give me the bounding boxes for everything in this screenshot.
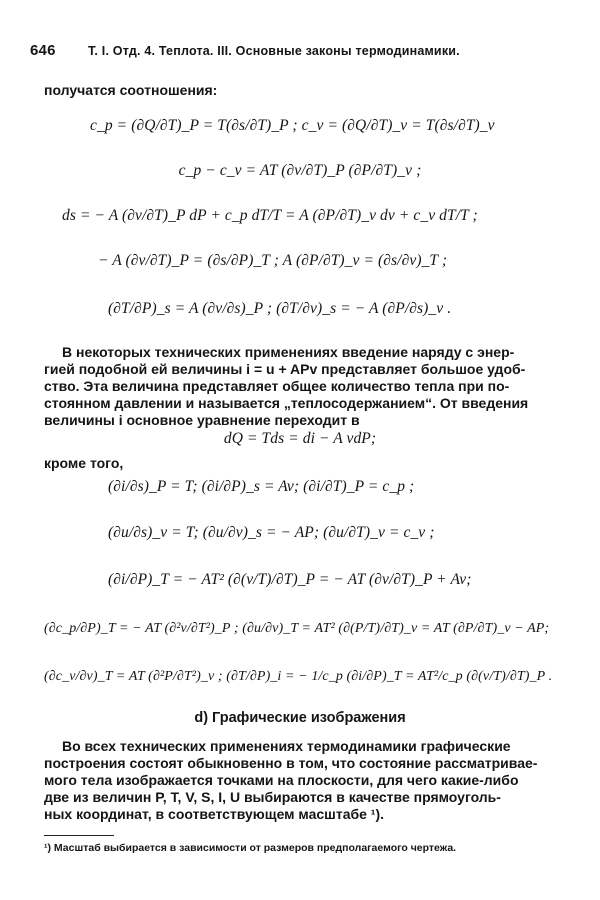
equation-6: (∂i/∂s)_P = T; (∂i/∂P)_s = Av; (∂i/∂T)_P = c_p ; xyxy=(108,478,415,495)
intro-line: получатся соотношения: xyxy=(44,82,218,98)
paragraph-1-line-2: гией подобной ей величины i = u + APv представляет большое удоб- xyxy=(44,361,526,377)
equation-7: (∂u/∂s)_v = T; (∂u/∂v)_s = − AP; (∂u/∂T)_v = c_v ; xyxy=(108,524,435,541)
paragraph-2-line-1: Во всех технических применениях термодинамики графические xyxy=(62,738,511,754)
equation-9: (∂c_p/∂P)_T = − AT (∂²v/∂T²)_P ; (∂u/∂v)_T = AT² (∂(P/T)/∂T)_v = AT (∂P/∂T)_v − AP; xyxy=(44,621,550,636)
equation-10: (∂c_v/∂v)_T = AT (∂²P/∂T²)_v ; (∂T/∂P)_i = − 1/c_p (∂i/∂P)_T = AT²/c_p (∂(v/T)/∂T)_P . xyxy=(44,669,553,684)
equation-3: ds = − A (∂v/∂T)_P dP + c_p dT/T = A (∂P/∂T)_v dv + c_v dT/T ; xyxy=(62,207,478,224)
footnote: ¹) Масштаб выбирается в зависимости от размеров предполагаемого чертежа. xyxy=(44,842,457,854)
equation-8: (∂i/∂P)_T = − AT² (∂(v/T)/∂T)_P = − AT (∂v/∂T)_P + Av; xyxy=(108,571,472,588)
paragraph-1-line-1: В некоторых технических применениях введение наряду с энер- xyxy=(62,344,515,360)
paragraph-2-line-4: две из величин P, T, V, S, I, U выбираются в качестве прямоуголь- xyxy=(44,789,501,805)
main-equation: dQ = Tds = di − A vdP; xyxy=(223,430,377,447)
footnote-rule xyxy=(44,835,114,836)
also-line: кроме того, xyxy=(44,455,124,471)
paragraph-2-line-2: построения состоят обыкновенно в том, что состояние рассматривае- xyxy=(44,755,538,771)
paragraph-2-line-5: ных координат, в соответствующем масштабе ¹). xyxy=(44,806,385,822)
page-number: 646 xyxy=(30,42,56,59)
paragraph-2-line-3: мого тела изображается точками на плоскости, для чего какие-либо xyxy=(44,772,519,788)
running-head: Т. I. Отд. 4. Теплота. III. Основные законы термодинамики. xyxy=(88,44,460,58)
paragraph-1-line-3: ство. Эта величина представляет общее количество тепла при по- xyxy=(44,378,510,394)
equation-2: c_p − c_v = AT (∂v/∂T)_P (∂P/∂T)_v ; xyxy=(178,162,422,179)
page-header xyxy=(30,42,570,68)
equation-1: c_p = (∂Q/∂T)_P = T(∂s/∂T)_P ; c_v = (∂Q/∂T)_v = T(∂s/∂T)_v xyxy=(90,117,495,134)
paragraph-1-line-5: величины i основное уравнение переходит в xyxy=(44,412,360,428)
equation-4: − A (∂v/∂T)_P = (∂s/∂P)_T ; A (∂P/∂T)_v = (∂s/∂v)_T ; xyxy=(98,252,448,269)
section-title: d) Графические изображения xyxy=(194,710,406,726)
paragraph-1-line-4: стоянном давлении и называется „теплосодержанием“. От введения xyxy=(44,395,529,411)
equation-5: (∂T/∂P)_s = A (∂v/∂s)_P ; (∂T/∂v)_s = − A (∂P/∂s)_v . xyxy=(108,300,452,317)
